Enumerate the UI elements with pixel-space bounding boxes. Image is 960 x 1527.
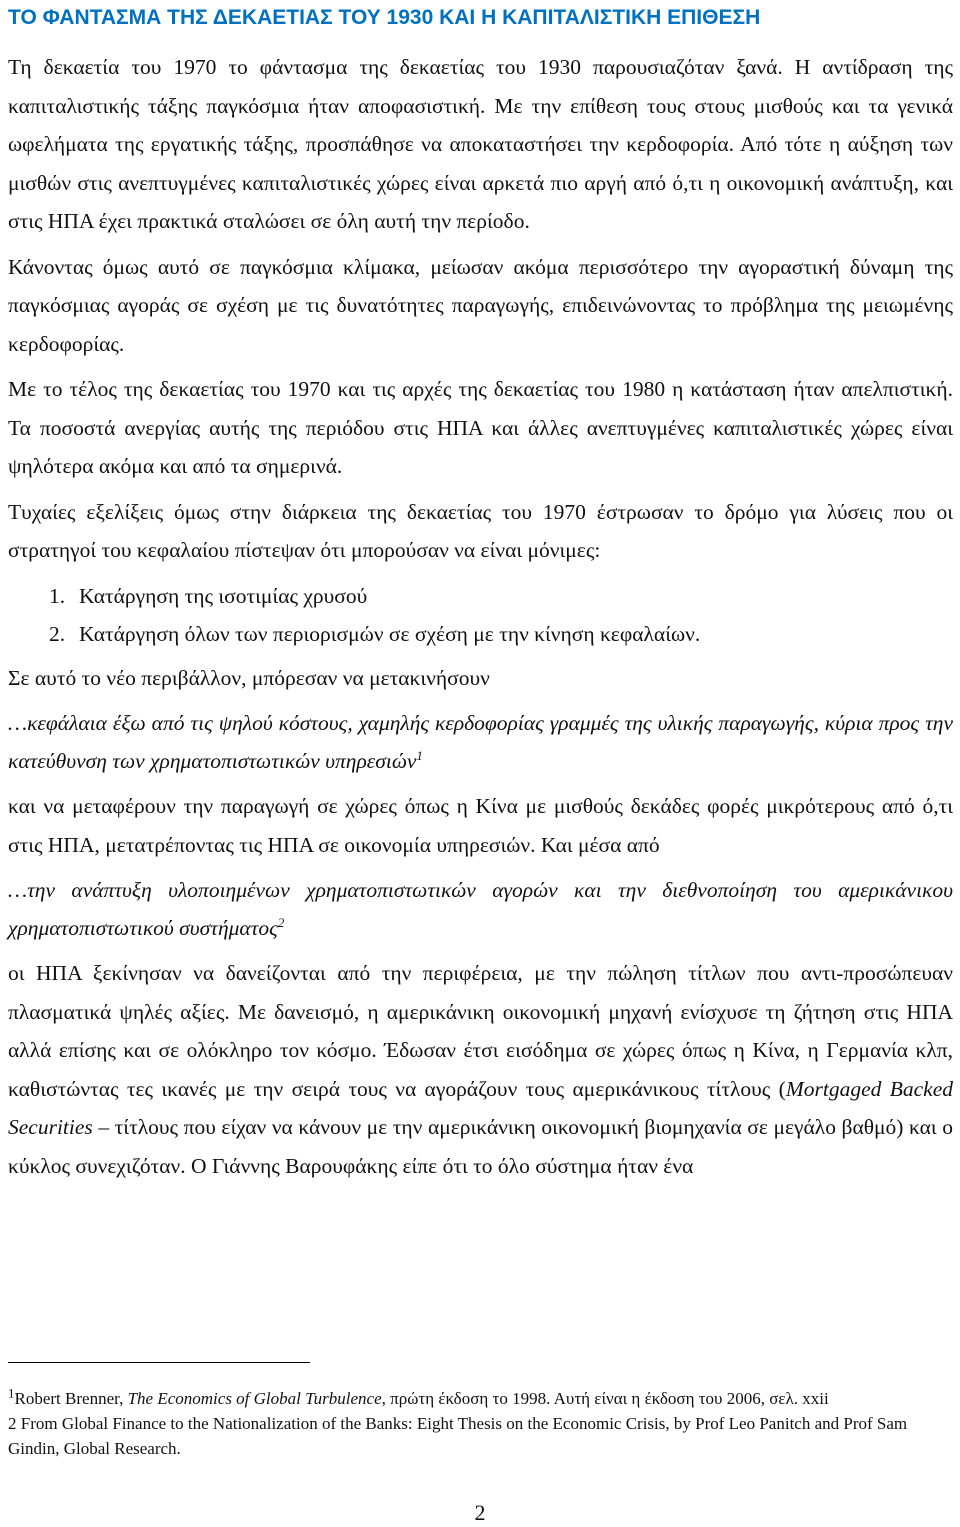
footnote-reference[interactable]: 2 — [277, 914, 285, 930]
body-text — [8, 48, 953, 1192]
numbered-list — [8, 577, 953, 653]
list-item-text: Κατάργηση όλων των περιορισμών σε σχέση με την κίνηση κεφαλαίων. — [79, 621, 701, 646]
footnote — [8, 1386, 953, 1411]
book-title: The Economics of Global Turbulence — [127, 1389, 382, 1408]
list-item — [49, 615, 953, 653]
paragraph: Σε αυτό το νέο περιβάλλον, μπόρεσαν να μετακινήσουν — [8, 665, 490, 690]
footnote-number: 1 — [8, 1385, 15, 1401]
paragraph-text: – τίτλους που είχαν να κάνουν με την αμερικάνικη οικονομική βιομηχανία σε μεγάλο βαθμό) και ο κύκλος συνεχιζόταν. Ο Γιάννης Βαρουφάκης είπε ότι το όλο σύστημα ήταν ένα — [8, 1115, 953, 1178]
quote-text: …την ανάπτυξη υλοποιημένων χρηματοπιστωτικών αγορών και την διεθνοποίηση του αμερικάνικου χρηματοπιστωτικού συστήματος — [8, 878, 953, 940]
paragraph: Κάνοντας όμως αυτό σε παγκόσμια κλίμακα, μείωσαν ακόμα περισσότερο την αγοραστική δύναμη της παγκόσμιας αγοράς σε σχέση με τις δυνατότητες παραγωγής, επιδεινώνοντας το πρόβλημα της μειωμένης κερδοφορίας. — [8, 254, 953, 356]
footnote — [8, 1411, 953, 1461]
block-quote — [8, 704, 953, 780]
page-title: ΤΟ ΦΑΝΤΑΣΜΑ ΤΗΣ ΔΕΚΑΕΤΙΑΣ ΤΟΥ 1930 ΚΑΙ Η ΚΑΠΙΤΑΛΙΣΤΙΚΗ ΕΠΙΘΕΣΗ — [8, 6, 761, 29]
paragraph: Τη δεκαετία του 1970 το φάντασμα της δεκαετίας του 1930 παρουσιαζόταν ξανά. Η αντίδραση της καπιταλιστικής τάξης παγκόσμια ήταν αποφασιστική. Με την επίθεση τους στους μισθούς και τα γενικά ωφελήματα της εργατικής τάξης, προσπάθησε να αποκαταστήσει την κερδοφορία. Από τότε η αύξηση των μισθών στις ανεπτυγμένες καπιταλιστικές χώρες είναι αρκετά πιο αργή από ό,τι η οικονομική ανάπτυξη, και στις ΗΠΑ έχει πρακτικά σταλώσει σε όλη αυτή την περίοδο. — [8, 55, 953, 233]
list-item-text: Κατάργηση της ισοτιμίας χρυσού — [79, 583, 368, 608]
footnote-separator — [8, 1362, 310, 1363]
footnotes — [8, 1362, 953, 1461]
quote-text: …κεφάλαια έξω από τις ψηλού κόστους, χαμηλής κερδοφορίας γραμμές της υλικής παραγωγής, κύρια προς την κατεύθυνση των χρηματοπιστωτικών υπηρεσιών — [8, 711, 953, 773]
footnote-text: From Global Finance to the Nationalization of the Banks: Eight Thesis on the Economic Crisis, by Prof Leo Panitch and Prof Sam Gindin, Global Research. — [8, 1414, 908, 1458]
page-number: 2 — [474, 1500, 486, 1525]
list-number: 2. — [49, 621, 66, 646]
list-item — [49, 577, 953, 615]
paragraph: και να μεταφέρουν την παραγωγή σε χώρες όπως η Κίνα με μισθούς δεκάδες φορές μικρότερους από ό,τι στις ΗΠΑ, μετατρέποντας τις ΗΠΑ σε οικονομία υπηρεσιών. Και μέσα από — [8, 794, 953, 857]
paragraph — [8, 954, 953, 1185]
paragraph: Τυχαίες εξελίξεις όμως στην διάρκεια της δεκαετίας του 1970 έστρωσαν το δρόμο για λύσεις που οι στρατηγοί του κεφαλαίου πίστεψαν ότι μπορούσαν να είναι μόνιμες: — [8, 499, 953, 562]
footnote-text: , πρώτη έκδοση το 1998. Αυτή είναι η έκδοση του 2006, σελ. xxii — [381, 1389, 829, 1408]
paragraph-text: οι ΗΠΑ ξεκίνησαν να δανείζονται από την περιφέρεια, με την πώληση τίτλων που αντι-προσώπευαν πλασματικά ψηλές αξίες. Με δανεισμό, η αμερικάνικη οικονομική μηχανή ενίσχυσε τη ζήτηση στις ΗΠΑ αλλά επίσης και σε ολόκληρο τον κόσμο. Έδωσαν έτσι εισόδημα σε χώρες όπως η Κίνα, η Γερμανία κλπ, καθιστώντας τες ικανές με την σειρά τους να αγοράζουν τους αμερικάνικους τίτλους ( — [8, 961, 953, 1101]
list-number: 1. — [49, 583, 66, 608]
footnote-number: 2 — [8, 1414, 17, 1433]
footnote-reference[interactable]: 1 — [416, 747, 423, 763]
footnote-text: Robert Brenner, — [14, 1389, 128, 1408]
block-quote — [8, 871, 953, 947]
paragraph: Με το τέλος της δεκαετίας του 1970 και τις αρχές της δεκαετίας του 1980 η κατάσταση ήταν απελπιστική. Τα ποσοστά ανεργίας αυτής της περιόδου στις ΗΠΑ και άλλες ανεπτυγμένες καπιταλιστικές χώρες είναι ψηλότερα ακόμα και από τα σημερινά. — [8, 377, 953, 478]
italic-term: Mortgaged Backed Securities — [8, 1076, 953, 1139]
